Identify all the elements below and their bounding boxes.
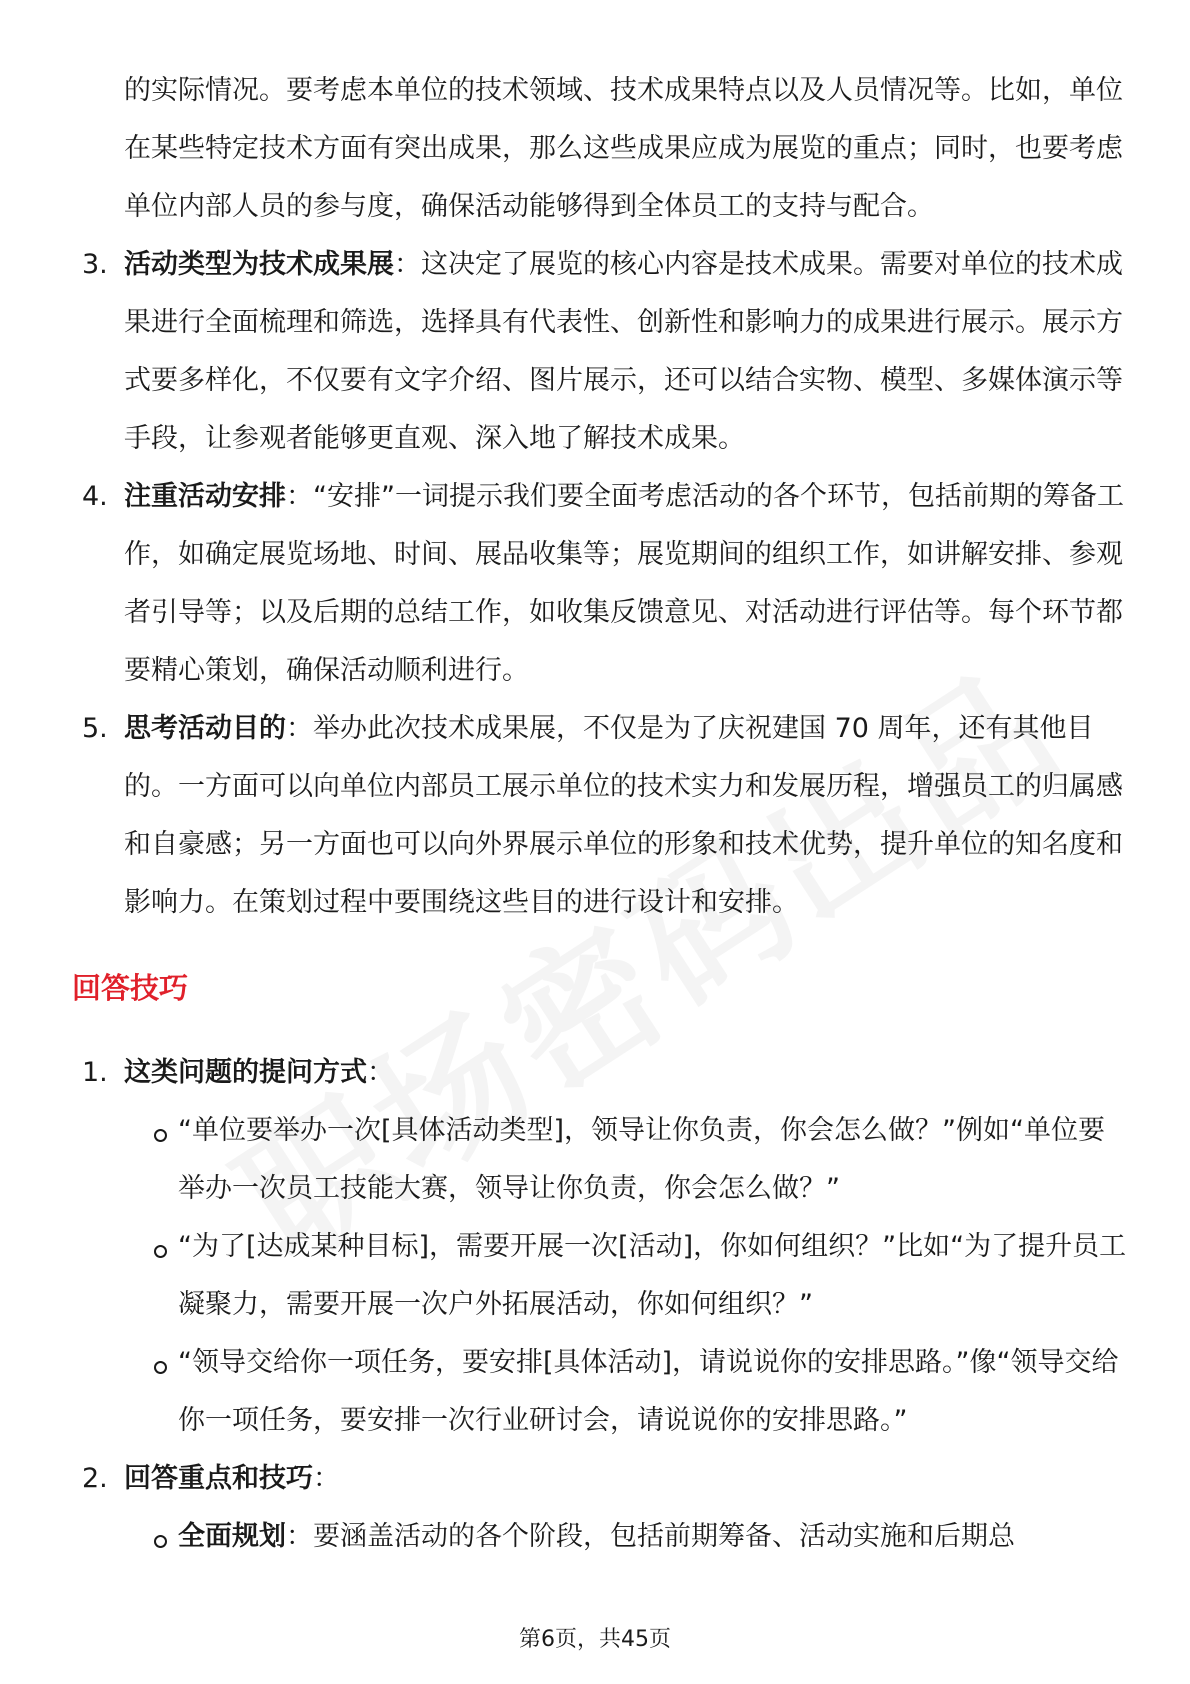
- numbered-list: [0, 236, 1190, 932]
- list-item: [82, 236, 1124, 468]
- sub-bullet-item: [178, 1102, 1128, 1218]
- list-number: 1.: [82, 1057, 108, 1088]
- item-colon: ：: [367, 1057, 394, 1088]
- sub-bullet-item: [178, 1218, 1128, 1334]
- section-heading: 回答技巧: [72, 971, 189, 1005]
- item-title: 活动类型为技术成果展: [124, 249, 394, 280]
- sub-bullet-title: 全面规划: [178, 1521, 286, 1552]
- list-number: 3.: [82, 249, 108, 280]
- list-number: 4.: [82, 481, 108, 512]
- item-colon: ：: [394, 249, 421, 280]
- item-title: 回答重点和技巧: [124, 1463, 313, 1494]
- item-title: 注重活动安排: [124, 481, 286, 512]
- sub-bullet-item: [178, 1334, 1128, 1450]
- sub-bullet-text: “单位要举办一次[具体活动类型]，领导让你负责，你会怎么做？”例如“单位要举办一次员工技能大赛，领导让你负责，你会怎么做？”: [178, 1115, 1106, 1204]
- item-colon: ：: [286, 713, 313, 744]
- item-colon: ：: [313, 1463, 340, 1494]
- sub-bullet-item: [178, 1508, 1128, 1566]
- list-item: [82, 700, 1124, 932]
- item-colon: ：: [286, 481, 313, 512]
- sub-bullet-colon: ：: [286, 1521, 313, 1552]
- item-title: 这类问题的提问方式: [124, 1057, 367, 1088]
- page-content: [0, 62, 1190, 1566]
- continued-paragraph: 的实际情况。要考虑本单位的技术领域、技术成果特点以及人员情况等。比如，单位在某些特定技术方面有突出成果，那么这些成果应成为展览的重点；同时，也要考虑单位内部人员的参与度，确保活动能够得到全体员工的支持与配合。: [124, 75, 1123, 222]
- sub-bullet-text: “为了[达成某种目标]，需要开展一次[活动]，你如何组织？”比如“为了提升员工凝聚力，需要开展一次户外拓展活动，你如何组织？”: [178, 1231, 1127, 1320]
- item-title: 思考活动目的: [124, 713, 286, 744]
- list-number: 2.: [82, 1463, 108, 1494]
- list-item: [82, 468, 1124, 700]
- list-item: [82, 1044, 1124, 1102]
- item-text: 举办此次技术成果展，不仅是为了庆祝建国 70 周年，还有其他目的。一方面可以向单位内部员工展示单位的技术实力和发展历程，增强员工的归属感和自豪感；另一方面也可以向外界展示单位的形象和技术优势，提升单位的知名度和影响力。在策划过程中要围绕这些目的进行设计和安排。: [124, 713, 1123, 918]
- page-footer: 第6页，共45页: [519, 1627, 671, 1652]
- sub-bullet-text: “领导交给你一项任务，要安排[具体活动]，请说说你的安排思路。”像“领导交给你一项任务，要安排一次行业研讨会，请说说你的安排思路。”: [178, 1347, 1119, 1436]
- item-text: 这决定了展览的核心内容是技术成果。需要对单位的技术成果进行全面梳理和筛选，选择具有代表性、创新性和影响力的成果进行展示。展示方式要多样化，不仅要有文字介绍、图片展示，还可以结合实物、模型、多媒体演示等手段，让参观者能够更直观、深入地了解技术成果。: [124, 249, 1123, 454]
- list-number: 5.: [82, 713, 108, 744]
- tips-list: [0, 1044, 1190, 1566]
- item-text: “安排”一词提示我们要全面考虑活动的各个环节，包括前期的筹备工作，如确定展览场地、时间、展品收集等；展览期间的组织工作，如讲解安排、参观者引导等；以及后期的总结工作，如收集反馈意见、对活动进行评估等。每个环节都要精心策划，确保活动顺利进行。: [124, 481, 1124, 686]
- sub-bullet-text: 要涵盖活动的各个阶段，包括前期筹备、活动实施和后期总: [313, 1521, 1015, 1552]
- list-item: [82, 1450, 1124, 1508]
